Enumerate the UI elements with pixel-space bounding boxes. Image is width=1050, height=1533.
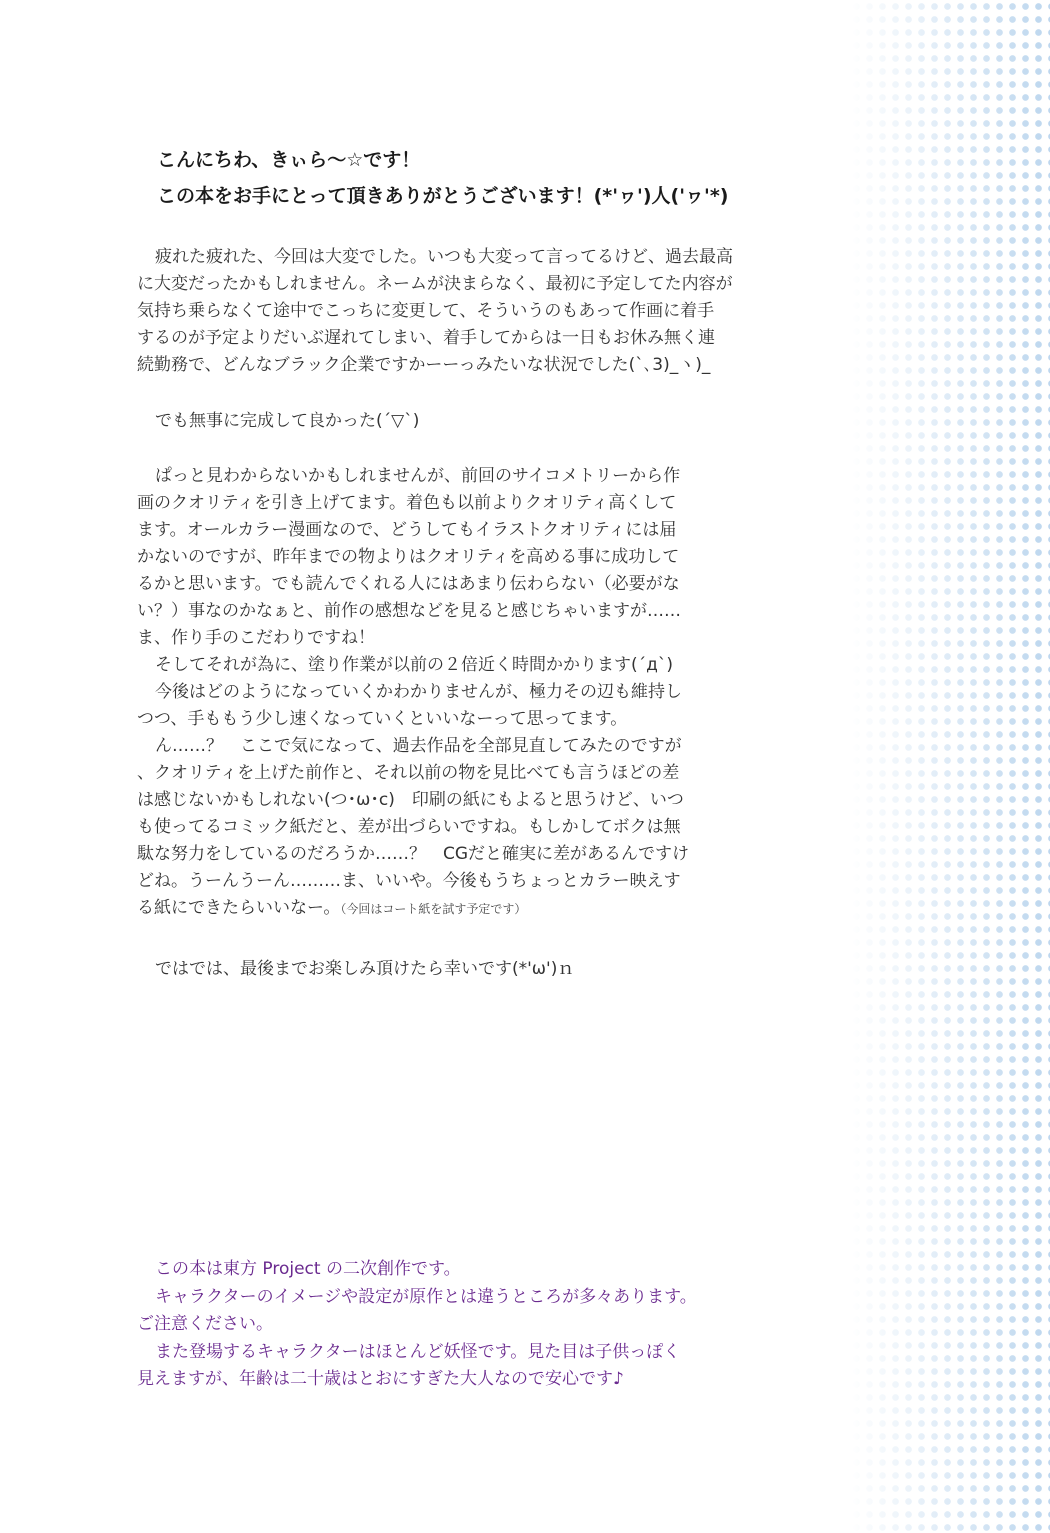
notice-line: ご注意ください。: [137, 1314, 273, 1334]
text-line: するのが予定よりだいぶ遅れてしまい、着手してからは一日もお休み無く連: [137, 328, 715, 348]
text-line: ぱっと見わからないかもしれませんが、前回のサイコメトリーから作: [155, 466, 681, 486]
text-line: 続勤務で、どんなブラック企業ですかーーっみたいな状況でした(`､3)_ヽ)_: [137, 355, 711, 375]
paragraph-quality: [137, 463, 777, 923]
text-line: に大変だったかもしれません。ネームが決まらなく、最初に予定してた内容が: [137, 274, 733, 294]
text-line: 駄な努力をしているのだろうか……？ CGだと確実に差があるんですけ: [137, 844, 690, 864]
notice-line: キャラクターのイメージや設定が原作とは違うところが多々あります。: [155, 1286, 697, 1307]
text-line: でも無事に完成して良かった(´▽`): [155, 411, 420, 431]
text-line: ます。オールカラー漫画なので、どうしてもイラストクオリティには届: [137, 520, 677, 540]
text-line: 、クオリティを上げた前作と、それ以前の物を見比べても言うほどの差: [137, 763, 680, 783]
notice-line: 見えますが、年齢は二十歳はとおにすぎた大人なので安心です♪: [137, 1369, 624, 1389]
aside-note: （今回はコート紙を試す予定です）: [340, 902, 527, 916]
paragraph-closing: [137, 956, 777, 983]
text-line: 今後はどのようになっていくかわかりませんが、極力その辺も維持し: [155, 682, 682, 702]
paragraph-completed: [137, 408, 777, 435]
text-line: つつ、手ももう少し速くなっていくといいなーって思ってます。: [137, 709, 628, 729]
greeting-line-1: こんにちわ、きぃら～☆です！: [157, 149, 421, 171]
text-line: かないのですが、昨年までの物よりはクオリティを高める事に成功して: [137, 547, 680, 567]
text-line: そしてそれが為に、塗り作業が以前の２倍近く時間かかります(´д`): [155, 655, 674, 675]
text-line: どね。うーんうーん………ま、いいや。今後もうちょっとカラー映えす: [137, 871, 681, 891]
text-line: 気持ち乗らなくて途中でこっちに変更して、そういうのもあって作画に着手: [137, 301, 715, 321]
text-line: 疲れた疲れた、今回は大変でした。いつも大変って言ってるけど、過去最高: [155, 247, 733, 267]
paragraph-fatigue: [137, 244, 777, 379]
greeting-line-2: この本をお手にとって頂きありがとうございます！(*'ヮ')人('ヮ'*): [157, 185, 729, 207]
text-fragment: る紙にできたらいいなー。: [137, 898, 341, 918]
text-line: 画のクオリティを引き上げてます。着色も以前よりクオリティ高くして: [137, 493, 677, 513]
fan-work-notice: [137, 1256, 817, 1394]
text-line: ではでは、最後までお楽しみ頂けたら幸いです(*'ω')ｎ: [155, 959, 575, 979]
text-line-with-note: [137, 895, 777, 923]
text-line: るかと思います。でも読んでくれる人にはあまり伝わらない（必要がな: [137, 574, 680, 594]
text-line: も使ってるコミック紙だと、差が出づらいですね。もしかしてボクは無: [137, 817, 681, 837]
notice-line: この本は東方 Project の二次創作です。: [155, 1259, 461, 1279]
text-line: は感じないかもしれない(つ･ω･c) 印刷の紙にもよると思うけど、いつ: [137, 790, 684, 810]
text-line: ん……？ ここで気になって、過去作品を全部見直してみたのですが: [155, 736, 682, 756]
text-line: ま、作り手のこだわりですね！: [137, 628, 375, 648]
notice-line: また登場するキャラクターはほとんど妖怪です。見た目は子供っぽく: [155, 1341, 681, 1362]
halftone-dot-border: [850, 0, 1050, 1533]
text-line: い？）事なのかなぁと、前作の感想などを見ると感じちゃいますが……: [137, 601, 681, 621]
